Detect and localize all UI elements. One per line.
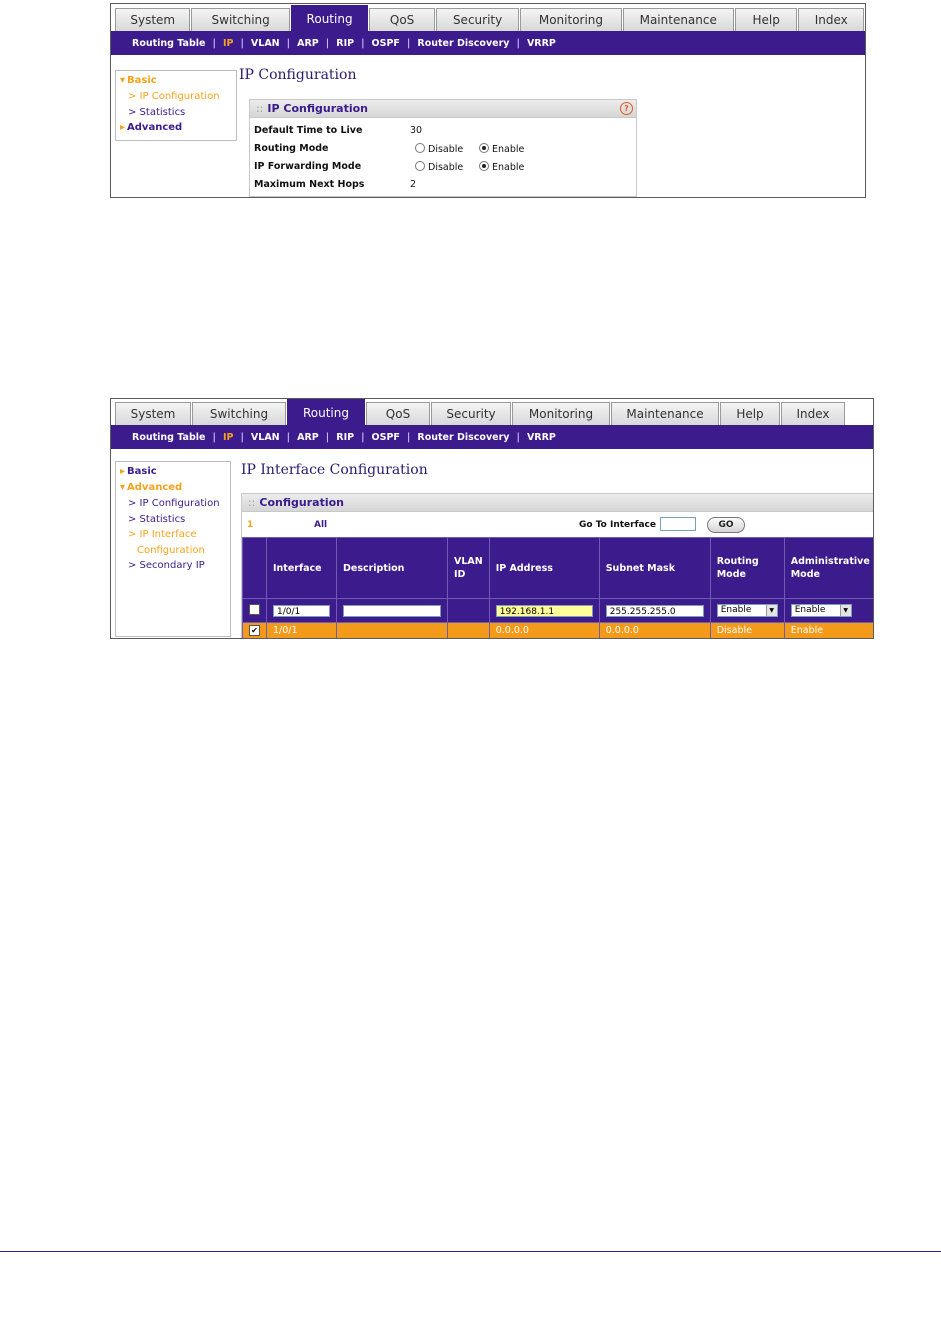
- chevron-down-icon: ▼: [840, 605, 851, 616]
- tab-help[interactable]: Help: [735, 8, 798, 31]
- nav-basic[interactable]: [116, 73, 236, 89]
- nav-secondary-ip[interactable]: > Secondary IP: [128, 560, 205, 571]
- nav-basic-label: Basic: [127, 466, 157, 477]
- subnav-router-discovery[interactable]: Router Discovery: [417, 431, 510, 443]
- routing-mode-column-header: [710, 538, 784, 599]
- description-input[interactable]: [343, 605, 441, 617]
- row-select[interactable]: [243, 623, 267, 639]
- admin-mode-select[interactable]: [791, 604, 852, 617]
- ttl-row: [254, 125, 632, 136]
- radio-selected-icon: [479, 143, 489, 153]
- nav-advanced[interactable]: [116, 120, 236, 136]
- tab-maintenance[interactable]: Maintenance: [623, 8, 734, 31]
- ip-address-column-header: IP Address: [489, 538, 599, 599]
- ip-forwarding-row: [254, 161, 632, 172]
- page-footer-divider: [0, 1251, 941, 1252]
- subnav-vrrp[interactable]: VRRP: [526, 431, 556, 443]
- tab-help[interactable]: Help: [720, 402, 780, 425]
- table-row[interactable]: [243, 623, 875, 639]
- checkbox-icon[interactable]: [249, 604, 260, 615]
- subnav-ip[interactable]: IP: [222, 37, 234, 49]
- nav-advanced[interactable]: [116, 480, 230, 496]
- tab-routing[interactable]: Routing: [287, 399, 365, 425]
- nav-advanced-label: Advanced: [127, 482, 183, 493]
- tab-security[interactable]: Security: [431, 402, 511, 425]
- panel-header: [250, 100, 636, 118]
- chevron-right-icon: ▸: [120, 122, 126, 133]
- subnav-router-discovery[interactable]: Router Discovery: [417, 37, 510, 49]
- tab-qos[interactable]: QoS: [366, 402, 430, 425]
- tab-index[interactable]: Index: [781, 402, 845, 425]
- sub-navigation: Routing Table | IP | VLAN | ARP | RIP | OSPF | Router Discovery | VRRP: [111, 31, 865, 55]
- admin-mode-value: Enable: [794, 605, 826, 615]
- tab-qos[interactable]: QoS: [369, 8, 435, 31]
- tab-security[interactable]: Security: [436, 8, 519, 31]
- subnav-ip[interactable]: IP: [222, 431, 234, 443]
- routing-mode-enable[interactable]: [479, 143, 524, 155]
- row-description: [337, 623, 448, 639]
- nav-basic-label: Basic: [127, 75, 157, 86]
- enable-label: Enable: [492, 162, 525, 173]
- go-to-interface-label: Go To Interface: [579, 520, 656, 530]
- row-ip-address: 0.0.0.0: [489, 623, 599, 639]
- nav-ip-interface-configuration[interactable]: > IP Interface: [128, 529, 197, 540]
- subnav-arp[interactable]: ARP: [297, 37, 319, 49]
- routing-mode-value: Enable: [720, 605, 752, 615]
- routing-label: Routing: [716, 556, 759, 567]
- vlan-id-cell: [448, 599, 490, 623]
- subnav-routing-table[interactable]: Routing Table: [132, 37, 206, 49]
- table-input-row: [243, 599, 875, 623]
- nav-ip-interface-configuration-line2[interactable]: Configuration: [137, 544, 205, 556]
- row-interface: 1/0/1: [267, 623, 337, 639]
- interface-column-header: Interface: [267, 538, 337, 599]
- radio-selected-icon: [479, 161, 489, 171]
- go-to-interface-input[interactable]: [660, 517, 696, 531]
- max-hops-value: 2: [410, 179, 417, 190]
- ip-configuration-panel: [249, 99, 637, 197]
- nav-statistics[interactable]: > Statistics: [128, 513, 186, 525]
- table-header-row: [243, 538, 875, 599]
- tab-system[interactable]: System: [115, 8, 190, 31]
- all-link[interactable]: All: [314, 520, 328, 530]
- subnav-rip[interactable]: RIP: [336, 37, 355, 49]
- interface-table: [242, 537, 874, 639]
- subnav-routing-table[interactable]: Routing Table: [132, 431, 206, 443]
- vlan-label: VLAN: [454, 556, 483, 567]
- subnav-vrrp[interactable]: VRRP: [526, 37, 556, 49]
- sub-navigation: Routing Table | IP | VLAN | ARP | RIP | OSPF | Router Discovery | VRRP: [111, 425, 873, 449]
- row-routing-mode: Disable: [710, 623, 784, 639]
- disable-label: Disable: [428, 144, 464, 155]
- subnav-arp[interactable]: ARP: [297, 431, 319, 443]
- chevron-right-icon: ▸: [120, 466, 126, 477]
- panel-header: [242, 494, 873, 512]
- max-hops-label: Maximum Next Hops: [254, 179, 365, 190]
- radio-icon: [415, 161, 425, 171]
- row-vlan-id: [448, 623, 490, 639]
- ttl-value: 30: [410, 125, 423, 136]
- tab-monitoring[interactable]: Monitoring: [520, 8, 621, 31]
- subnet-mask-column-header: Subnet Mask: [599, 538, 710, 599]
- tab-switching[interactable]: Switching: [191, 8, 289, 31]
- subnav-vlan[interactable]: VLAN: [250, 431, 280, 443]
- subnav-vlan[interactable]: VLAN: [250, 37, 280, 49]
- help-icon[interactable]: ?: [620, 102, 633, 115]
- subnet-mask-input[interactable]: 255.255.255.0: [606, 605, 704, 617]
- tab-maintenance[interactable]: Maintenance: [611, 402, 719, 425]
- ip-configuration-screenshot: [110, 3, 866, 198]
- go-button[interactable]: GO: [707, 517, 745, 533]
- vlan-id-column-header: [448, 538, 490, 599]
- subnav-ospf[interactable]: OSPF: [371, 37, 400, 49]
- input-row-select[interactable]: [243, 599, 267, 623]
- routing-mode-label: Routing Mode: [254, 143, 329, 154]
- main-tabs: [111, 399, 873, 425]
- nav-ip-configuration[interactable]: > IP Configuration: [128, 498, 220, 509]
- nav-statistics[interactable]: > Statistics: [128, 106, 186, 118]
- ip-forwarding-enable[interactable]: [479, 161, 524, 173]
- tab-system[interactable]: System: [115, 402, 191, 425]
- interface-input[interactable]: 1/0/1: [273, 605, 330, 617]
- nav-basic[interactable]: [116, 464, 230, 480]
- admin-mode-column-header: [784, 538, 874, 599]
- disable-label: Disable: [428, 162, 464, 173]
- tab-index[interactable]: Index: [798, 8, 864, 31]
- row-subnet-mask: 0.0.0.0: [599, 623, 710, 639]
- max-hops-row: [254, 179, 632, 190]
- routing-mode-row: [254, 143, 632, 154]
- routing-mode-disable[interactable]: [415, 143, 463, 155]
- enable-label: Enable: [492, 144, 525, 155]
- ip-forwarding-label: IP Forwarding Mode: [254, 161, 362, 172]
- description-column-header: Description: [337, 538, 448, 599]
- mode-label: Mode: [716, 569, 746, 580]
- subnav-ospf[interactable]: OSPF: [371, 431, 400, 443]
- ttl-label: Default Time to Live: [254, 125, 363, 136]
- panel-title: Configuration: [259, 496, 345, 509]
- tab-switching[interactable]: Switching: [192, 402, 286, 425]
- ip-interface-configuration-screenshot: [110, 398, 874, 639]
- nav-advanced-label: Advanced: [127, 122, 183, 133]
- row-admin-mode: Enable: [784, 623, 874, 639]
- administrative-label: Administrative: [790, 556, 870, 567]
- chevron-down-icon: ▼: [766, 605, 777, 616]
- left-navigation: [115, 70, 237, 141]
- nav-ip-configuration[interactable]: > IP Configuration: [128, 91, 220, 102]
- ip-address-input[interactable]: 192.168.1.1: [496, 605, 593, 617]
- page-title: IP Interface Configuration: [241, 462, 428, 478]
- page-title: IP Configuration: [239, 67, 357, 83]
- page-number[interactable]: 1: [247, 520, 254, 530]
- radio-icon: [415, 143, 425, 153]
- id-label: ID: [454, 569, 466, 580]
- tab-routing[interactable]: Routing: [291, 5, 368, 31]
- panel-title: IP Configuration: [267, 102, 368, 115]
- left-navigation: [115, 461, 231, 637]
- routing-mode-select[interactable]: [717, 604, 778, 617]
- mode-label: Mode: [790, 569, 820, 580]
- subnav-rip[interactable]: RIP: [336, 431, 355, 443]
- main-tabs: [111, 4, 865, 31]
- chevron-down-icon: ▾: [120, 75, 126, 86]
- grip-icon: ::: [256, 102, 264, 115]
- checkbox-checked-icon[interactable]: ✔: [249, 625, 260, 636]
- ip-forwarding-disable[interactable]: [415, 161, 463, 173]
- tab-monitoring[interactable]: Monitoring: [512, 402, 610, 425]
- select-column-header: [243, 538, 267, 599]
- chevron-down-icon: ▾: [120, 482, 126, 493]
- grip-icon: ::: [248, 496, 256, 509]
